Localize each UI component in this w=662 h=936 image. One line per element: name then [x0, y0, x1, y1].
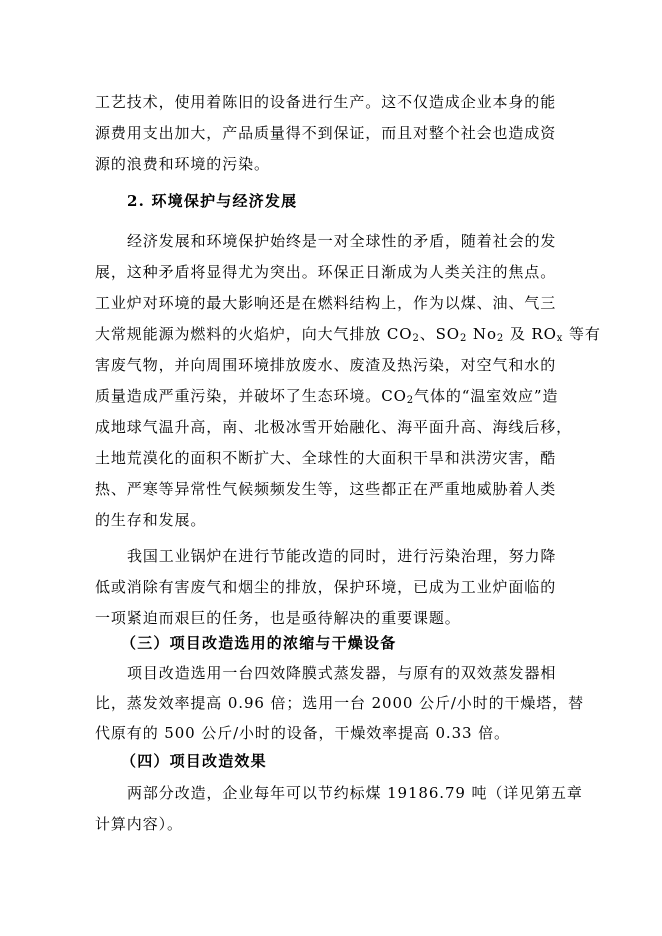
subscript: 2: [406, 395, 415, 406]
paragraph-line: 经济发展和环境保护始终是一对全球性的矛盾，随着社会的发: [127, 232, 557, 250]
paragraph-line: 害废气物，并向周围环境排放废水、废渣及热污染，对空气和水的: [95, 356, 557, 374]
paragraph-line: 我国工业锅炉在进行节能改造的同时，进行污染治理，努力降: [127, 547, 557, 565]
subscript: 2: [460, 333, 468, 344]
paragraph-line: 源的浪费和环境的污染。: [95, 155, 270, 173]
text-run: 等有: [563, 325, 601, 343]
text-run: 及 RO: [504, 325, 557, 343]
paragraph-line: [95, 325, 601, 344]
paragraph-line: 工业炉对环境的最大影响还是在燃料结构上，作为以煤、油、气三: [95, 294, 557, 312]
paragraph-line: 计算内容）。: [95, 815, 183, 833]
section-heading: （三）项目改造选用的浓缩与干燥设备: [121, 634, 397, 652]
text-run: 质量造成严重污染，并破坏了生态环境。CO: [95, 387, 407, 405]
paragraph-line: 低或消除有害废气和烟尘的排放，保护环境，已成为工业炉面临的: [95, 578, 557, 596]
subscript: x: [556, 333, 564, 344]
paragraph-line: 工艺技术，使用着陈旧的设备进行生产。这不仅造成企业本身的能: [95, 93, 557, 111]
paragraph-line: 的生存和发展。: [95, 511, 207, 529]
paragraph-line: 土地荒漠化的面积不断扩大、全球性的大面积干旱和洪涝灾害，酷: [95, 449, 557, 467]
paragraph-line: 项目改造选用一台四效降膜式蒸发器，与原有的双效蒸发器相: [127, 664, 557, 682]
paragraph-line: 展，这种矛盾将显得尤为突出。环保正日渐成为人类关注的焦点。: [95, 263, 557, 281]
section-heading: 2. 环境保护与经济发展: [127, 192, 298, 210]
paragraph-line: 源费用支出加大，产品质量得不到保证，而且对整个社会也造成资: [95, 124, 557, 142]
text-run: 、SO: [419, 325, 460, 343]
paragraph-line: 比，蒸发效率提高 0.96 倍；选用一台 2000 公斤/小时的干燥塔，替: [95, 694, 585, 712]
paragraph-line: [95, 387, 558, 406]
paragraph-line: 热、严寒等异常性气候频频发生等，这些都正在严重地威胁着人类: [95, 480, 557, 498]
paragraph-line: 代原有的 500 公斤/小时的设备，干燥效率提高 0.33 倍。: [95, 724, 510, 742]
section-heading: （四）项目改造效果: [121, 752, 267, 770]
text-run: No: [467, 325, 497, 343]
subscript: 2: [496, 333, 505, 344]
text-run: 气体的“温室效应”造: [414, 387, 559, 405]
text-run: 大常规能源为燃料的火焰炉，向大气排放 CO: [95, 325, 413, 343]
paragraph-line: 成地球气温升高，南、北极冰雪开始融化、海平面升高、海线后移，: [95, 418, 573, 436]
paragraph-line: 一项紧迫而艰巨的任务，也是亟待解决的重要课题。: [95, 609, 461, 627]
subscript: 2: [412, 333, 420, 344]
paragraph-line: 两部分改造，企业每年可以节约标煤 19186.79 吨（详见第五章: [127, 784, 583, 802]
